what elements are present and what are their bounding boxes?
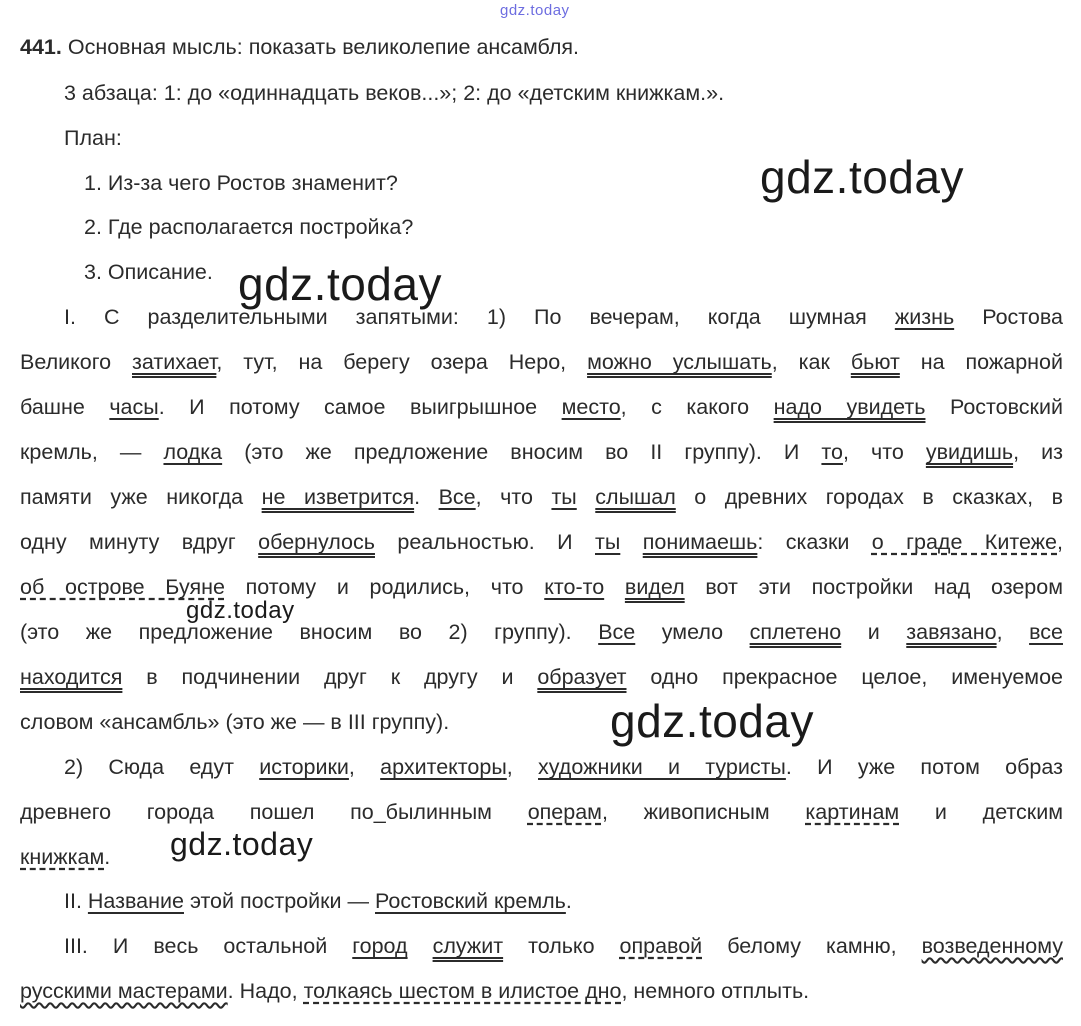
text-line-9	[20, 664, 1063, 690]
text-segment: . И уже потом образ	[785, 755, 1063, 779]
text-segment: ,	[1057, 530, 1063, 554]
main-idea: Основная мысль: показать великолепие ансамбля.	[67, 35, 580, 59]
subject: историки	[259, 755, 349, 779]
text-line-10	[20, 709, 1063, 735]
text-segment: кремль, —	[20, 440, 164, 464]
predicate: понимаешь	[642, 530, 758, 554]
subject: архитекторы	[380, 755, 507, 779]
text-segment	[408, 934, 433, 958]
text-segment: белому камню,	[702, 934, 922, 958]
text-segment: . И потому самое выигрышное	[158, 395, 562, 419]
object: оправой	[619, 934, 703, 958]
text-segment: III. И весь остальной	[64, 934, 353, 958]
subject: место	[561, 395, 621, 419]
participial-phrase: возведенному	[921, 934, 1063, 958]
subject: ты	[595, 530, 621, 554]
text-segment: Великого	[20, 350, 132, 374]
predicate: надо увидеть	[773, 395, 926, 419]
predicate: обернулось	[258, 530, 375, 554]
text-segment: , как	[771, 350, 851, 374]
text-segment: , немного отплыть.	[621, 979, 810, 1003]
adverbial: о граде Китеже	[871, 530, 1058, 554]
watermark-5: gdz.today	[170, 826, 314, 862]
text-segment: одну минуту вдруг	[20, 530, 259, 554]
subject: часы	[109, 395, 159, 419]
text-segment: Ростова	[954, 305, 1063, 329]
text-segment: II.	[64, 889, 88, 913]
predicate: сплетено	[749, 620, 842, 644]
predicate: завязано	[906, 620, 997, 644]
subject: Название	[87, 889, 184, 913]
plan-item-3: 3. Описание.	[84, 260, 213, 284]
plan-label: План:	[64, 126, 122, 150]
paragraph-count: 3 абзаца: 1: до «одиннадцать веков...»; 2: до «детским книжкам.».	[64, 81, 725, 105]
text-segment: в подчинении друг к другу и	[122, 665, 538, 689]
task-number: 441.	[20, 35, 62, 59]
text-segment: о древних городах в сказках, в	[675, 485, 1063, 509]
task-header	[20, 34, 1063, 60]
object: операм	[527, 800, 602, 824]
plan-item-1: 1. Из-за чего Ростов знаменит?	[84, 171, 398, 195]
text-segment: (это же предложение вносим во 2) группу).	[20, 620, 599, 644]
predicate: бьют	[850, 350, 900, 374]
text-segment: памяти уже никогда	[20, 485, 262, 509]
predicate: находится	[20, 665, 123, 689]
text-segment: , тут, на берегу озера Неро,	[216, 350, 588, 374]
text-segment: и	[841, 620, 907, 644]
text-line-8	[20, 619, 1063, 645]
text-segment: , с какого	[620, 395, 774, 419]
predicate: увидишь	[925, 440, 1014, 464]
text-segment: и детским	[899, 800, 1063, 824]
subject: Все	[598, 620, 636, 644]
subject: все	[1029, 620, 1063, 644]
text-segment	[620, 530, 642, 554]
text-segment: .	[414, 485, 439, 509]
text-segment: , из	[1013, 440, 1063, 464]
text-segment	[604, 575, 625, 599]
predicate: видел	[624, 575, 685, 599]
text-segment: I. С разделительными запятыми: 1) По вечерам, когда шумная	[64, 305, 895, 329]
subject: Все	[438, 485, 476, 509]
object: картинам	[805, 800, 900, 824]
text-segment: этой постройки —	[183, 889, 375, 913]
text-line-2	[20, 349, 1063, 375]
adverbial: об острове Буяне	[20, 575, 225, 599]
predicate: образует	[537, 665, 627, 689]
text-line-5	[20, 484, 1063, 510]
text-line-1	[64, 304, 1063, 330]
predicate: не изветрится	[261, 485, 415, 509]
subject: лодка	[163, 440, 223, 464]
text-segment: , что	[843, 440, 926, 464]
text-segment: на пожарной	[899, 350, 1063, 374]
text-segment: башне	[20, 395, 110, 419]
subject: художники и туристы	[538, 755, 786, 779]
text-segment: умело	[635, 620, 750, 644]
subject: ты	[551, 485, 577, 509]
object: книжкам	[20, 845, 105, 869]
predicate: затихает	[132, 350, 217, 374]
text-line-6	[20, 529, 1063, 555]
subject: жизнь	[894, 305, 955, 329]
text-segment: , живописным	[601, 800, 806, 824]
text-line-15	[64, 933, 1063, 959]
subject: Ростовский кремль	[375, 889, 566, 913]
text-segment: .	[104, 845, 111, 869]
watermark-top: gdz.today	[500, 2, 570, 19]
text-segment: вот эти постройки над озером	[684, 575, 1063, 599]
text-line-4	[20, 439, 1063, 465]
text-line-12	[20, 799, 1063, 825]
text-segment: только	[503, 934, 620, 958]
text-segment	[577, 485, 596, 509]
text-segment: .	[565, 889, 572, 913]
text-line-11	[64, 754, 1063, 780]
text-line-14	[64, 888, 1063, 914]
text-segment: реальностью. И	[374, 530, 595, 554]
watermark-4: gdz.today	[610, 695, 814, 747]
adverbial: толкаясь шестом в илистое дно	[303, 979, 622, 1003]
text-segment: древнего города пошел по_былинным	[20, 800, 528, 824]
watermark-3: gdz.today	[186, 597, 295, 624]
text-segment: : сказки	[757, 530, 872, 554]
watermark-1: gdz.today	[760, 151, 964, 203]
predicate: слышал	[595, 485, 676, 509]
text-line-3	[20, 394, 1063, 420]
predicate: можно услышать	[587, 350, 772, 374]
subject: то	[821, 440, 843, 464]
participial-phrase: русскими мастерами	[20, 979, 228, 1003]
text-segment: , что	[475, 485, 552, 509]
plan-item-2: 2. Где располагается постройка?	[84, 215, 414, 239]
predicate: служит	[432, 934, 504, 958]
watermark-2: gdz.today	[238, 258, 442, 310]
text-segment: 2) Сюда едут	[64, 755, 260, 779]
text-segment: . Надо,	[227, 979, 304, 1003]
subject: город	[352, 934, 408, 958]
text-segment: одно прекрасное целое, именуемое	[626, 665, 1063, 689]
text-segment: ,	[506, 755, 539, 779]
text-segment: ,	[348, 755, 381, 779]
text-line-16	[20, 978, 1063, 1004]
text-segment: потому и родились, что	[224, 575, 545, 599]
text-line-13	[20, 844, 1063, 870]
text-line-7	[20, 574, 1063, 600]
subject: кто-то	[544, 575, 605, 599]
text-segment: Ростовский	[925, 395, 1063, 419]
text-segment: словом «ансамбль» (это же — в III группу).	[20, 710, 450, 734]
text-segment: ,	[996, 620, 1030, 644]
text-segment: (это же предложение вносим во II группу). И	[222, 440, 822, 464]
